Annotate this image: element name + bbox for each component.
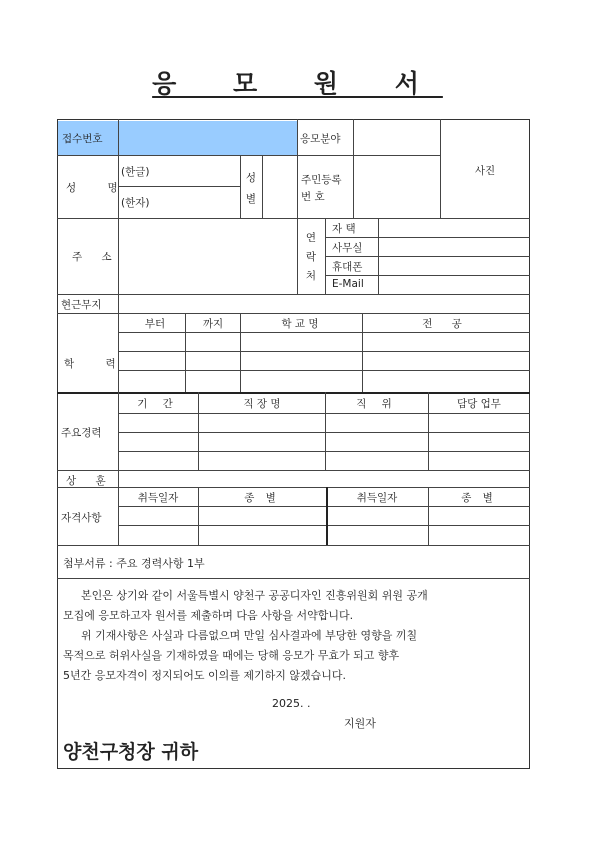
gender-label-2: 별 [245,193,257,205]
contact-label-3: 처 [305,270,317,282]
award-label: 상 훈 [66,475,114,487]
home-phone-label: 자 택 [332,223,356,235]
contact-label-2: 락 [305,251,317,263]
addressee-text: 양천구청장 귀하 [63,741,199,763]
contact-label-1: 연 [305,232,317,244]
license-type1-header: 종 별 [244,492,280,504]
career-label: 주요경력 [61,427,102,439]
office-phone-label: 사무실 [332,242,363,254]
license-date2-header: 취득일자 [356,492,398,504]
license-label: 자격사항 [61,512,102,524]
edu-to-header: 까지 [202,318,224,330]
mobile-phone-label: 휴대폰 [332,261,363,273]
receipt-no-label: 접수번호 [62,133,103,145]
edu-school-header: 학 교 명 [281,318,319,330]
resident-no-label-2: 번 호 [301,191,325,203]
education-label: 학 력 [64,358,130,370]
name-hanja-label: (한자) [121,197,150,209]
career-duty-header: 담당 업무 [457,398,501,410]
license-type2-header: 종 별 [461,492,497,504]
edu-major-header: 전 공 [422,318,470,330]
applicant-label: 지원자 [344,717,376,730]
name-korean-label: (한글) [121,166,150,178]
resident-no-label-1: 주민등록 [301,174,342,186]
email-label: E-Mail [332,278,364,290]
name-label: 성 명 [66,182,132,194]
address-label: 주 소 [72,251,120,263]
workplace-label: 현근무지 [61,299,102,311]
pledge-text: 본인은 상기와 같이 서울특별시 양천구 공공디자인 진흥위원회 위원 공개 모집에 응모하고자 원서를 제출하며 다음 사항을 서약합니다. 위 기재사항은 사실과 다름없으며 만일 심사결과에 부당한 영향을 끼칠 목적으로 허위사실을 기재하였을 때에는 당해 응모가 무효가 되고 향후 5년간 응모자격이 정지되어도 이의를 제기하지 않겠습니다. [63,589,428,682]
form-title: 응 모 원 서 [152,69,443,98]
edu-from-header: 부터 [144,318,166,330]
attachment-text: 첨부서류 : 주요 경력사항 1부 [63,557,205,570]
career-position-header: 직 위 [356,398,398,410]
career-company-header: 직 장 명 [243,398,281,410]
gender-label-1: 성 [245,172,257,184]
license-date1-header: 취득일자 [137,492,179,504]
field-label: 응모분야 [300,133,341,145]
photo-label: 사진 [474,165,496,177]
career-period-header: 기 간 [137,398,179,410]
date-text: 2025. . [272,697,311,710]
receipt-no-field[interactable] [118,121,297,155]
